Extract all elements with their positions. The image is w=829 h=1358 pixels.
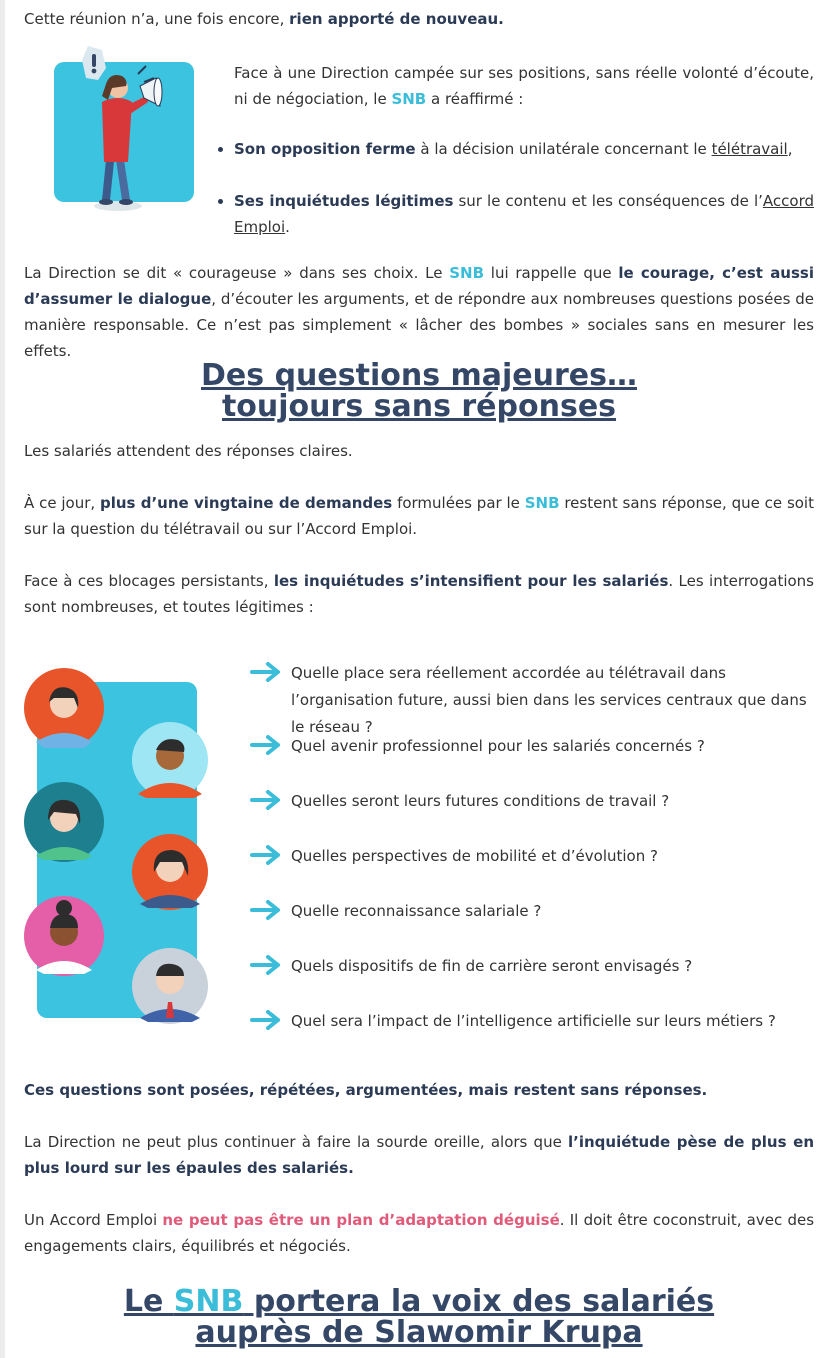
accord-text: Un Accord Emploi	[24, 1211, 163, 1229]
question-text: Quels dispositifs de fin de carrière seront envisagés ?	[291, 957, 693, 975]
arrow-right-icon	[250, 735, 282, 755]
heading-pre: Le	[123, 1284, 174, 1319]
bullet-bold: Ses inquiétudes légitimes	[234, 192, 454, 210]
avatar	[132, 834, 208, 910]
bullet-text: à la décision unilatérale concernant le	[415, 140, 712, 158]
bullet-tail: ,	[787, 140, 793, 158]
section-heading-questions	[24, 360, 814, 422]
blocages-text: Face à ces blocages persistants,	[24, 572, 274, 590]
arrow-right-icon	[250, 900, 282, 920]
courage-bold: le courage, c’est aussi d’assumer le dialogue	[24, 264, 814, 308]
question-text: Quelle reconnaissance salariale ?	[291, 902, 542, 920]
intro-paragraph	[24, 6, 814, 32]
bullet-bold: Son opposition ferme	[234, 140, 416, 158]
vingtaine-text-2: formulées par le	[392, 494, 525, 512]
heading-line-2: auprès de Slawomir Krupa	[195, 1315, 643, 1350]
left-border	[0, 0, 5, 1358]
people-avatars-illustration	[22, 664, 212, 1034]
avatar	[132, 948, 208, 1024]
question-text: Quelle place sera réellement accordée au télétravail dans l’organisation future, aussi bien dans les services centraux que dans le réseau ?	[291, 664, 807, 736]
question-text: Quel avenir professionnel pour les salariés concernés ?	[291, 737, 705, 755]
accord-pink: ne peut pas être un plan d’adaptation déguisé	[162, 1211, 560, 1229]
megaphone-woman-illustration	[48, 40, 200, 220]
positions-list-2	[234, 188, 814, 240]
heading-post: portera la voix des salariés	[243, 1284, 715, 1319]
vingtaine-paragraph	[24, 490, 814, 542]
sourde-bold: l’inquiétude pèse de plus en plus lourd sur les épaules des salariés.	[24, 1133, 814, 1177]
vingtaine-text: À ce jour,	[24, 494, 100, 512]
arrow-right-icon	[250, 1010, 282, 1030]
accord-text-2: . Il doit être coconstruit, avec des engagements clairs, équilibrés et négociés.	[24, 1211, 815, 1255]
intro-bold: rien apporté de nouveau.	[289, 10, 504, 28]
accord-emploi-link[interactable]: Accord Emploi	[234, 192, 814, 236]
courage-text: La Direction se dit « courageuse » dans ses choix. Le	[24, 264, 450, 282]
arrow-right-icon	[250, 662, 282, 682]
snb-highlight: SNB	[173, 1284, 244, 1319]
arrow-right-icon	[250, 955, 282, 975]
heading-line-2: toujours sans réponses	[221, 389, 617, 424]
sourde-paragraph	[24, 1129, 814, 1181]
positions-list	[234, 136, 814, 162]
question-item	[250, 843, 810, 870]
list-item	[234, 188, 814, 240]
section-heading-snb	[24, 1286, 814, 1348]
arrow-right-icon	[250, 790, 282, 810]
accord-paragraph	[24, 1207, 814, 1259]
heading-line-1	[24, 1286, 814, 1317]
avatar	[24, 896, 104, 976]
question-item	[250, 788, 810, 815]
question-text: Quel sera l’impact de l’intelligence artificielle sur leurs métiers ?	[291, 1012, 776, 1030]
list-item	[234, 136, 814, 162]
question-text: Quelles seront leurs futures conditions de travail ?	[291, 792, 670, 810]
snb-highlight: SNB	[524, 494, 560, 512]
question-item	[250, 733, 810, 760]
question-item	[250, 953, 810, 980]
courage-text-3: , d’écouter les arguments, et de répondre aux nombreuses questions posées de manière responsable. Ce n’est pas simplement « lâcher des bombes » sociales sans en mesurer les effets.	[24, 290, 814, 360]
vingtaine-bold: plus d’une vingtaine de demandes	[99, 494, 393, 512]
avatar	[132, 722, 208, 798]
posees-paragraph: Ces questions sont posées, répétées, argumentées, mais restent sans réponses.	[24, 1081, 708, 1099]
snb-highlight: SNB	[449, 264, 485, 282]
avatar	[24, 782, 104, 862]
courage-text-2: lui rappelle que	[484, 264, 619, 282]
sourde-text: La Direction ne peut plus continuer à faire la sourde oreille, alors que	[24, 1133, 568, 1151]
vingtaine-text-3: restent sans réponse, que ce soit sur la question du télétravail ou sur l’Accord Emploi.	[24, 494, 814, 538]
question-text: Quelles perspectives de mobilité et d’évolution ?	[291, 847, 658, 865]
teletravail-link[interactable]: télétravail	[711, 140, 788, 158]
snb-highlight: SNB	[391, 90, 427, 108]
direction-text: Face à une Direction campée sur ses positions, sans réelle volonté d’écoute, ni de négociation, le	[234, 64, 814, 108]
intro-text: Cette réunion n’a, une fois encore,	[24, 10, 290, 28]
direction-text-end: a réaffirmé :	[426, 90, 524, 108]
courage-paragraph	[24, 260, 814, 364]
salaries-paragraph: Les salariés attendent des réponses claires.	[24, 442, 353, 460]
arrow-right-icon	[250, 845, 282, 865]
bullet-tail: .	[285, 218, 290, 236]
blocages-paragraph	[24, 568, 814, 620]
avatar	[24, 668, 104, 748]
question-item	[250, 660, 810, 741]
blocages-bold: les inquiétudes s’intensifient pour les salariés	[273, 572, 669, 590]
heading-line-1: Des questions majeures…	[201, 358, 637, 393]
question-item	[250, 898, 810, 925]
blocages-text-2: . Les interrogations sont nombreuses, et toutes légitimes :	[24, 572, 814, 616]
bullet-text: sur le contenu et les conséquences de l’	[453, 192, 763, 210]
direction-paragraph	[234, 60, 814, 112]
question-item	[250, 1008, 810, 1035]
